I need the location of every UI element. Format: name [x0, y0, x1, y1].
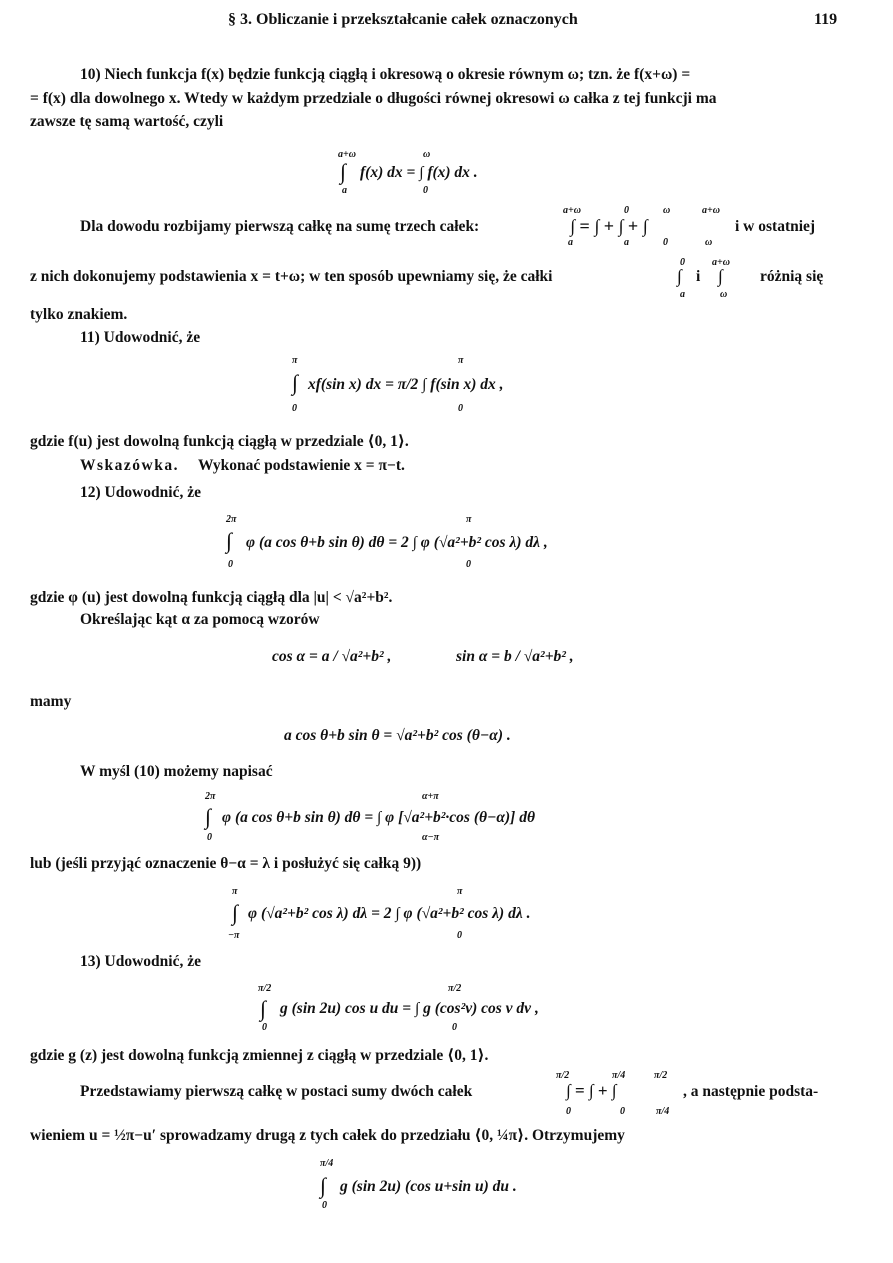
p10-proof1: Dla dowodu rozbijamy pierwszą całkę na sumę trzech całek: [80, 218, 480, 235]
p13-sum-upper-2: π/4 [612, 1070, 626, 1081]
p13-sum-lower-3: π/4 [656, 1106, 670, 1117]
sum-upper-1: a+ω [563, 205, 581, 216]
p11-formula: xf(sin x) dx = π/2 ∫ f(sin x) dx , [308, 376, 504, 393]
p13-formula-final: g (sin 2u) (cos u+sin u) du . [340, 1178, 517, 1195]
running-header: § 3. Obliczanie i przekształcanie całek oznaczonych [228, 11, 578, 28]
p12-formula2: φ (a cos θ+b sin θ) dθ = ∫ φ [√a²+b²·cos (θ−α)] dθ [222, 809, 535, 826]
p12-upper-limit-1: 2π [226, 514, 237, 525]
p12-w-mysl: W myśl (10) możemy napisać [80, 763, 273, 780]
p13-sum-lower-1: 0 [566, 1106, 571, 1117]
integral-sign: ∫ [292, 370, 299, 395]
p10-proof-sum: ∫ = ∫ + ∫ + ∫ [570, 216, 648, 236]
p11-title: 11) Udowodnić, że [80, 329, 201, 346]
p12-identity: a cos θ+b sin θ = √a²+b² cos (θ−α) . [284, 727, 511, 744]
p11-hint: Wykonać podstawienie x = π−t. [198, 457, 405, 474]
p12-mamy: mamy [30, 693, 72, 710]
sum-lower-3: 0 [663, 237, 668, 248]
p12-lower-limit-1: 0 [228, 559, 233, 570]
p11-where: gdzie f(u) jest dowolną funkcją ciągłą w przedziale ⟨0, 1⟩. [30, 433, 409, 450]
p12-f2-lower-2: α−π [422, 832, 440, 843]
p10-lower-limit-2: 0 [423, 185, 428, 196]
p12-formula: φ (a cos θ+b sin θ) dθ = 2 ∫ φ (√a²+b² cos λ) dλ , [246, 534, 548, 551]
p12-f3-lower-2: 0 [457, 930, 462, 941]
sum-lower-4: ω [705, 237, 713, 248]
p10-proof1-tail: i w ostatniej [735, 218, 816, 235]
p13-sum-upper-3: π/2 [654, 1070, 668, 1081]
p11-lower-limit-2: 0 [458, 403, 463, 414]
p13-formula: g (sin 2u) cos u du = ∫ g (cos²v) cos v dv , [280, 1000, 539, 1017]
p10-formula: f(x) dx = ∫ f(x) dx . [360, 164, 478, 181]
p12-cos-def: cos α = a / √a²+b² , [272, 648, 392, 665]
p11-hint-label: Wskazówka. [80, 457, 179, 474]
p13-final-upper: π/4 [320, 1158, 334, 1169]
proof2-lower-2: ω [720, 289, 728, 300]
p12-angle: Określając kąt α za pomocą wzorów [80, 611, 320, 628]
proof2-upper-2: a+ω [712, 257, 730, 268]
proof2-lower-1: a [680, 289, 685, 300]
p13-upper-limit-2: π/2 [448, 983, 462, 994]
integral-sign: ∫ [205, 804, 212, 829]
p10-upper-limit-2: ω [423, 149, 431, 160]
p13-lower-limit-1: 0 [262, 1022, 267, 1033]
p12-lower-limit-2: 0 [466, 559, 471, 570]
p12-f3-upper-2: π [457, 886, 463, 897]
p12-where: gdzie φ (u) jest dowolną funkcją ciągłą dla |u| < √a²+b². [30, 589, 393, 606]
integral-sign: ∫ [232, 900, 239, 925]
p12-upper-limit-2: π [466, 514, 472, 525]
p13-final-lower: 0 [322, 1200, 327, 1211]
p12-f3-lower-1: −π [228, 930, 240, 941]
p12-f3-upper-1: π [232, 886, 238, 897]
p13-subst: wieniem u = ½π−u′ sprowadzamy drugą z tych całek do przedziału ⟨0, ¼π⟩. Otrzymujemy [30, 1127, 625, 1144]
p13-sum-upper-1: π/2 [556, 1070, 570, 1081]
p10-proof2-tail: różnią się [760, 268, 824, 285]
p11-upper-limit-1: π [292, 355, 298, 366]
p10-upper-limit-1: a+ω [338, 149, 356, 160]
integral-sign: ∫ [340, 159, 347, 184]
sum-lower-1: a [568, 237, 573, 248]
p12-f2-upper-1: 2π [205, 791, 216, 802]
p13-present-sum: ∫ = ∫ + ∫ [566, 1081, 617, 1100]
proof2-upper-1: 0 [680, 257, 685, 268]
p13-title: 13) Udowodnić, że [80, 953, 201, 970]
p12-f2-upper-2: α+π [422, 791, 439, 802]
p11-upper-limit-2: π [458, 355, 464, 366]
p13-present-tail: , a następnie podsta- [683, 1083, 819, 1100]
p13-sum-lower-2: 0 [620, 1106, 625, 1117]
p13-present: Przedstawiamy pierwszą całkę w postaci sumy dwóch całek [80, 1083, 473, 1100]
p12-formula3: φ (√a²+b² cos λ) dλ = 2 ∫ φ (√a²+b² cos λ) dλ . [248, 905, 531, 922]
p10-line2: = f(x) dla dowolnego x. Wtedy w każdym przedziale o długości równej okresowi ω całka z tej funkcji ma [30, 90, 717, 107]
integral-sign: ∫ [718, 266, 723, 286]
p11-lower-limit-1: 0 [292, 403, 297, 414]
page-number: 119 [814, 11, 838, 28]
p12-lub: lub (jeśli przyjąć oznaczenie θ−α = λ i posłużyć się całką 9)) [30, 855, 422, 872]
p10-line1: 10) Niech funkcja f(x) będzie funkcją ciągłą i okresową o okresie równym ω; tzn. że f(x+ω) = [80, 66, 691, 83]
integral-sign: ∫ [226, 528, 233, 553]
p12-title: 12) Udowodnić, że [80, 484, 201, 501]
integral-sign: ∫ [320, 1173, 327, 1198]
p10-proof3: tylko znakiem. [30, 306, 128, 323]
sum-upper-2: 0 [624, 205, 629, 216]
sum-upper-3: ω [663, 205, 671, 216]
p12-sin-def: sin α = b / √a²+b² , [456, 648, 574, 665]
p13-upper-limit-1: π/2 [258, 983, 272, 994]
p10-lower-limit-1: a [342, 185, 347, 196]
p10-proof2: z nich dokonujemy podstawienia x = t+ω; w ten sposób upewniamy się, że całki [30, 268, 553, 285]
sum-upper-4: a+ω [702, 205, 720, 216]
p12-f2-lower-1: 0 [207, 832, 212, 843]
sum-lower-2: a [624, 237, 629, 248]
integral-sign: ∫ [260, 996, 267, 1021]
proof2-and: i [696, 268, 701, 285]
p13-where: gdzie g (z) jest dowolną funkcją zmiennej z ciągłą w przedziale ⟨0, 1⟩. [30, 1047, 489, 1064]
p13-lower-limit-2: 0 [452, 1022, 457, 1033]
p10-line3: zawsze tę samą wartość, czyli [30, 113, 224, 130]
integral-sign: ∫ [677, 266, 682, 286]
